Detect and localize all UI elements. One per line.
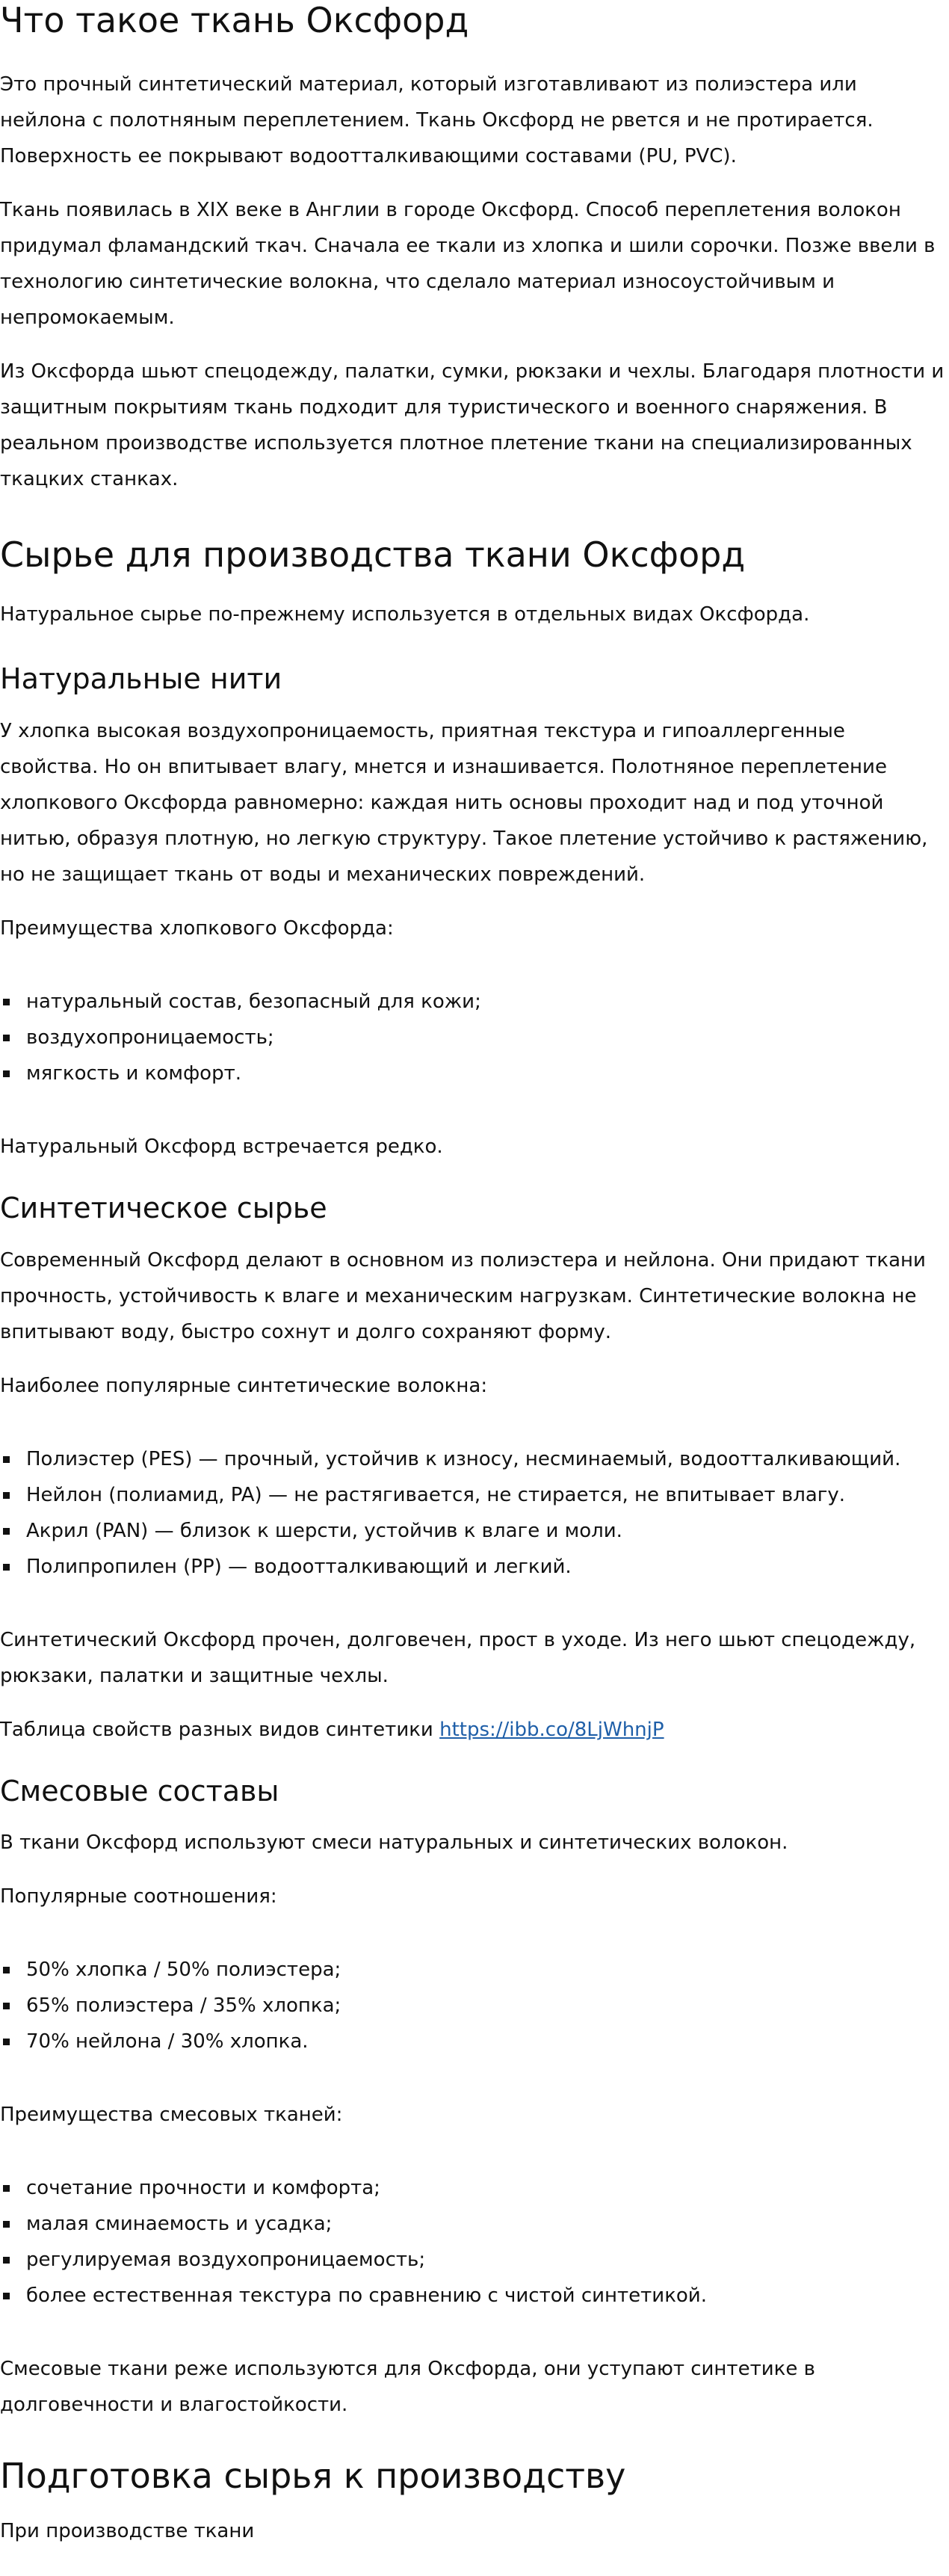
blend-ratios-list xyxy=(0,1952,949,2059)
list-item: воздухопроницаемость; xyxy=(0,1020,949,1056)
list-item: более естественная текстура по сравнению с чистой синтетикой. xyxy=(0,2278,949,2314)
blend-advantages-list xyxy=(0,2170,949,2314)
list-item: Акрил (PAN) — близок к шерсти, устойчив к влаге и моли. xyxy=(0,1513,949,1549)
synthetic-paragraph-1: Современный Оксфорд делают в основном из полиэстера и нейлона. Они придают ткани прочность, устойчивость к влаге и механическим нагрузкам. Синтетические волокна не впитывают воду, быстро сохнут и долго сохраняют форму. xyxy=(0,1248,926,1343)
natural-advantages-list xyxy=(0,984,949,1091)
list-item: Полиэстер (PES) — прочный, устойчив к износу, несминаемый, водоотталкивающий. xyxy=(0,1441,949,1477)
synthetic-paragraph-2: Наиболее популярные синтетические волокна: xyxy=(0,1374,488,1397)
heading-raw-materials: Сырье для производства ткани Оксфорд xyxy=(0,534,746,576)
blend-paragraph-1: В ткани Оксфорд используют смеси натуральных и синтетических волокон. xyxy=(0,1831,788,1855)
heading-blend: Смесовые составы xyxy=(0,1774,279,1808)
synthetic-table-link[interactable]: https://ibb.co/8LjWhnjP xyxy=(439,1718,664,1741)
synthetic-table-text: Таблица свойств разных видов синтетики xyxy=(0,1718,440,1741)
natural-paragraph-3: Натуральный Оксфорд встречается редко. xyxy=(0,1135,443,1158)
intro-paragraph-1: Это прочный синтетический материал, который изготавливают из полиэстера или нейлона с полотняным переплетением. Ткань Оксфорд не рвется и не протирается. Поверхность ее покрывают водоотталкивающими составами (PU, PVC). xyxy=(0,73,874,168)
list-item: регулируемая воздухопроницаемость; xyxy=(0,2242,949,2278)
heading-preparation: Подготовка сырья к производству xyxy=(0,2456,626,2497)
heading-synthetic-raw: Синтетическое сырье xyxy=(0,1191,327,1224)
list-item: Полипропилен (PP) — водоотталкивающий и легкий. xyxy=(0,1549,949,1585)
synthetic-fibers-list xyxy=(0,1441,949,1585)
intro-paragraph-2: Ткань появилась в XIX веке в Англии в городе Оксфорд. Способ переплетения волокон придумал фламандский ткач. Сначала ее ткали из хлопка и шили сорочки. Позже ввели в технологию синтетические волокна, что сделало материал износоустойчивым и непромокаемым. xyxy=(0,199,936,330)
natural-paragraph-1: У хлопка высокая воздухопроницаемость, приятная текстура и гипоаллергенные свойства. Но он впитывает влагу, мнется и изнашивается. Полотняное переплетение хлопкового Оксфорда равномерно: каждая нить основы проходит над и под уточной нитью, образуя плотную, но легкую структуру. Такое плетение устойчиво к растяжению, но не защищает ткань от воды и механических повреждений. xyxy=(0,719,928,886)
list-item: 50% хлопка / 50% полиэстера; xyxy=(0,1952,949,1988)
raw-paragraph-1: Натуральное сырье по-прежнему используется в отдельных видах Оксфорда. xyxy=(0,603,810,626)
list-item: сочетание прочности и комфорта; xyxy=(0,2170,949,2206)
natural-paragraph-2: Преимущества хлопкового Оксфорда: xyxy=(0,916,394,940)
list-item: натуральный состав, безопасный для кожи; xyxy=(0,984,949,1020)
heading-what-is-oxford: Что такое ткань Оксфорд xyxy=(0,0,469,40)
blend-paragraph-4: Смесовые ткани реже используются для Оксфорда, они уступают синтетике в долговечности и влагостойкости. xyxy=(0,2358,815,2417)
intro-paragraph-3: Из Оксфорда шьют спецодежду, палатки, сумки, рюкзаки и чехлы. Благодаря плотности и защитным покрытиям ткань подходит для туристического и военного снаряжения. В реальном производстве используется плотное плетение ткани на специализированных ткацких станках. xyxy=(0,360,945,491)
list-item: малая сминаемость и усадка; xyxy=(0,2206,949,2242)
blend-paragraph-2: Популярные соотношения: xyxy=(0,1885,277,1908)
synthetic-paragraph-3: Синтетический Оксфорд прочен, долговечен, прост в уходе. Из него шьют спецодежду, рюкзаки, палатки и защитные чехлы. xyxy=(0,1628,916,1687)
list-item: Нейлон (полиамид, PA) — не растягивается, не стирается, не впитывает влагу. xyxy=(0,1477,949,1513)
list-item: 70% нейлона / 30% хлопка. xyxy=(0,2024,949,2059)
list-item: 65% полиэстера / 35% хлопка; xyxy=(0,1988,949,2024)
heading-natural-threads: Натуральные нити xyxy=(0,662,282,696)
list-item: мягкость и комфорт. xyxy=(0,1056,949,1091)
prep-paragraph-1: При производстве ткани xyxy=(0,2520,255,2543)
blend-paragraph-3: Преимущества смесовых тканей: xyxy=(0,2104,343,2127)
synthetic-table-paragraph xyxy=(0,1712,949,1748)
